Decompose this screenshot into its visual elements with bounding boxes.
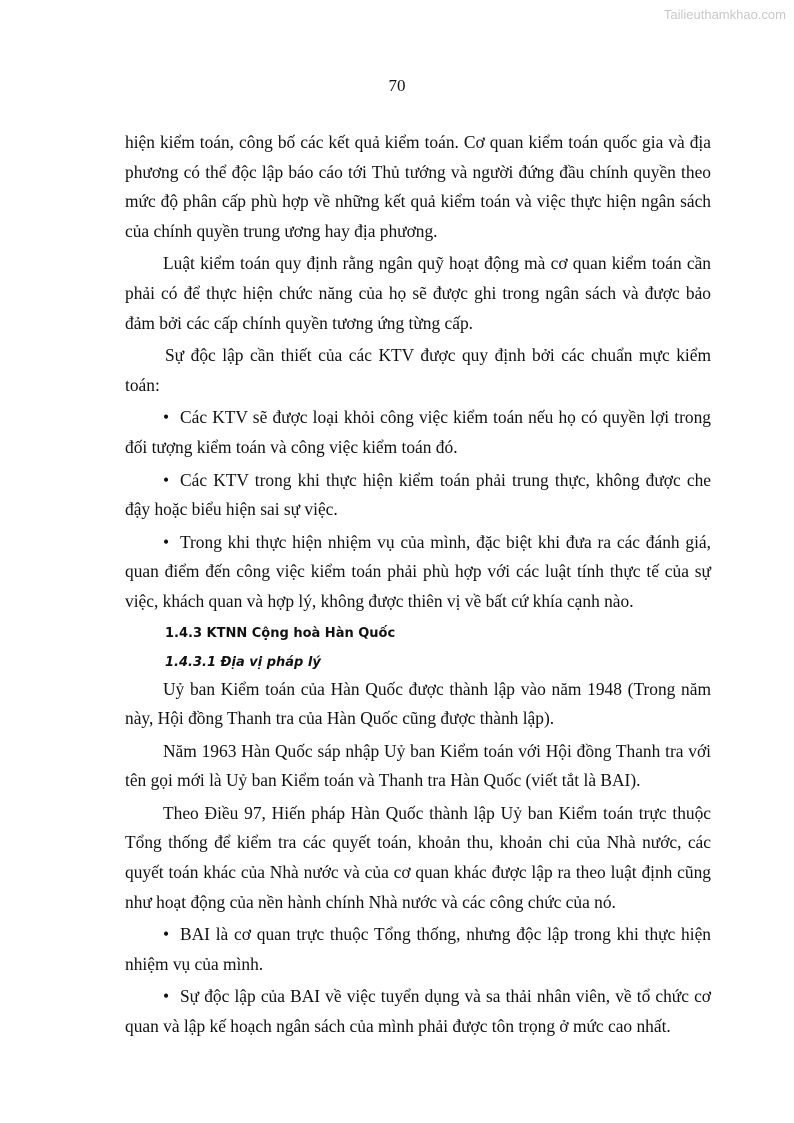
bullet-icon: •: [163, 986, 170, 1007]
bullet-icon: •: [163, 531, 170, 552]
bullet-icon: •: [163, 924, 170, 945]
document-body: [125, 128, 711, 1042]
paragraph-3: Sự độc lập cần thiết của các KTV được quy định bởi các chuẩn mực kiểm toán:: [125, 345, 711, 395]
bullet-text: Sự độc lập của BAI về việc tuyển dụng và sa thải nhân viên, về tổ chức cơ quan và lập kế hoạch ngân sách của mình phải được tôn trọng ở mức cao nhất.: [125, 986, 711, 1037]
bullet-item: [125, 920, 711, 979]
bullet-item: [125, 982, 711, 1041]
bullet-item: [125, 403, 711, 462]
paragraph-4: Uỷ ban Kiểm toán của Hàn Quốc được thành lập vào năm 1948 (Trong năm này, Hội đồng Thanh tra của Hàn Quốc cũng được thành lập).: [125, 678, 711, 729]
bullet-item: [125, 528, 711, 617]
bullet-icon: •: [163, 407, 170, 428]
paragraph-5: Năm 1963 Hàn Quốc sáp nhập Uỷ ban Kiểm toán với Hội đồng Thanh tra với tên gọi mới là Uỷ ban Kiểm toán và Thanh tra Hàn Quốc (viết tắt là BAI).: [125, 740, 711, 791]
bullet-item: [125, 466, 711, 525]
bullet-text: Trong khi thực hiện nhiệm vụ của mình, đặc biệt khi đưa ra các đánh giá, quan điểm đến công việc kiểm toán phải phù hợp với các luật tính thực tế của sự việc, khách quan và hợp lý, không được thiên vị về bất cứ khía cạnh nào.: [125, 531, 711, 611]
bullet-text: Các KTV trong khi thực hiện kiểm toán phải trung thực, không được che đậy hoặc biểu hiện sai sự việc.: [125, 469, 711, 520]
subsection-heading: 1.4.3.1 Địa vị pháp lý: [165, 654, 321, 670]
page-number: 70: [388, 76, 406, 95]
bullet-icon: •: [163, 469, 170, 490]
section-heading: 1.4.3 KTNN Cộng hoà Hàn Quốc: [165, 625, 396, 641]
paragraph-6: Theo Điều 97, Hiến pháp Hàn Quốc thành lập Uỷ ban Kiểm toán trực thuộc Tổng thống để kiểm tra các quyết toán, khoản thu, khoản chi của Nhà nước, các quyết toán khác của Nhà nước và của cơ quan khác được lập ra theo luật định cũng như hoạt động của nền hành chính Nhà nước và các công chức của nó.: [125, 802, 711, 912]
watermark: Tailieuthamkhao.com: [663, 7, 786, 22]
bullet-text: Các KTV sẽ được loại khỏi công việc kiểm toán nếu họ có quyền lợi trong đối tượng kiểm toán và công việc kiểm toán đó.: [125, 407, 711, 457]
paragraph-2: Luật kiểm toán quy định rằng ngân quỹ hoạt động mà cơ quan kiểm toán cần phải có để thực hiện chức năng của họ sẽ được ghi trong ngân sách và được bảo đảm bởi các cấp chính quyền tương ứng từng cấp.: [125, 253, 711, 333]
bullet-text: BAI là cơ quan trực thuộc Tổng thống, nhưng độc lập trong khi thực hiện nhiệm vụ của mình.: [125, 924, 711, 974]
paragraph-1: hiện kiểm toán, công bố các kết quả kiểm toán. Cơ quan kiểm toán quốc gia và địa phương có thể độc lập báo cáo tới Thủ tướng và người đứng đầu chính quyền theo mức độ phân cấp phù hợp về những kết quả kiểm toán và việc thực hiện ngân sách của chính quyền trung ương hay địa phương.: [125, 132, 711, 241]
